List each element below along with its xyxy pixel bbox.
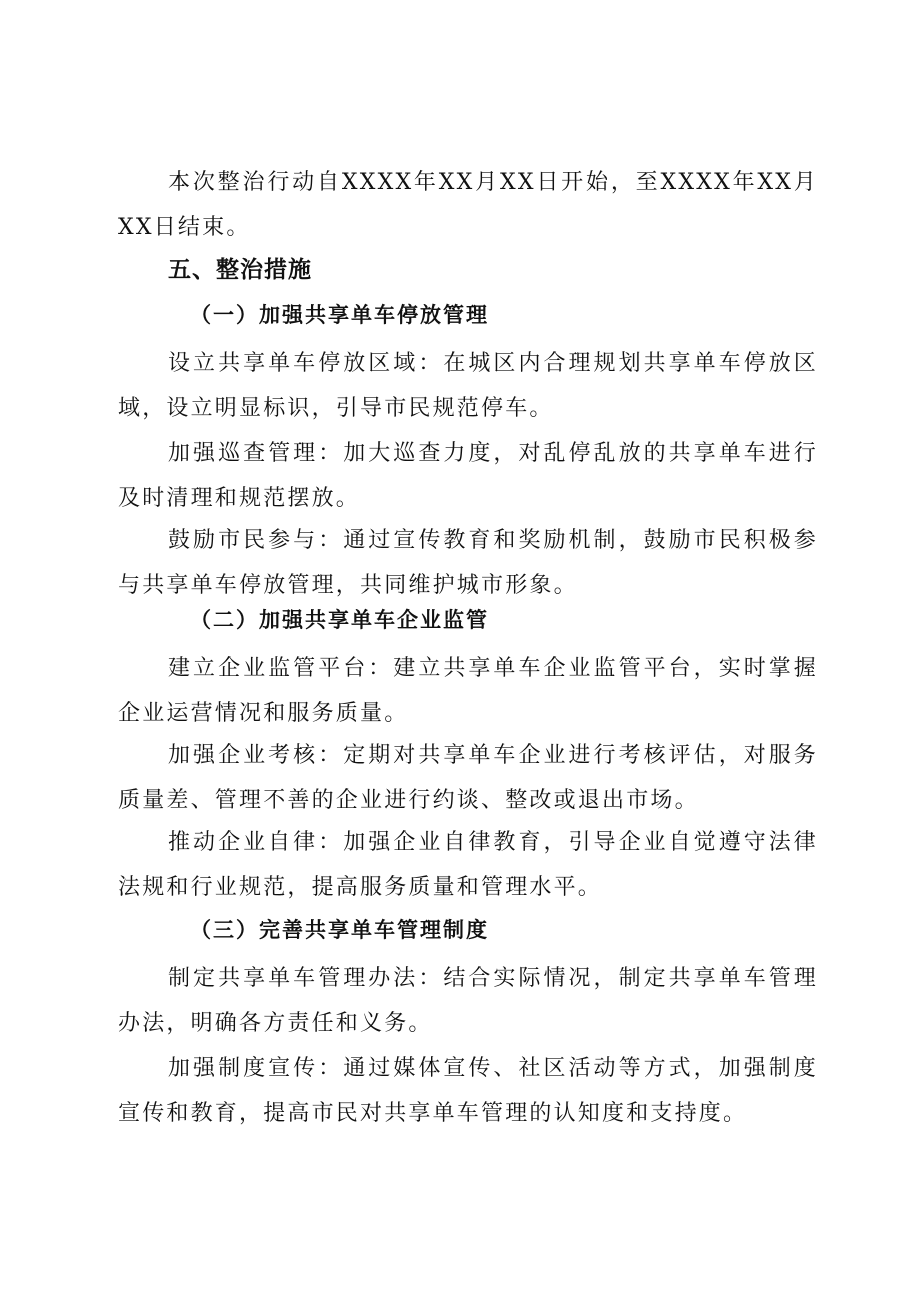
section-title: 五、整治措施 — [168, 257, 312, 283]
subsection-2-paragraph-1: 建立企业监管平台：建立共享单车企业监管平台，实时掌握企业运营情况和服务质量。 — [118, 656, 818, 726]
subsection-2-paragraph-2: 加强企业考核：定期对共享单车企业进行考核评估，对服务质量差、管理不善的企业进行约谈、整改或退出市场。 — [118, 743, 818, 813]
subsection-1-paragraph-2: 加强巡查管理：加大巡查力度，对乱停乱放的共享单车进行及时清理和规范摆放。 — [118, 441, 818, 511]
subsection-2-heading: （二）加强共享单车企业监管 — [190, 608, 489, 632]
subsection-1-paragraph-1: 设立共享单车停放区域：在城区内合理规划共享单车停放区域，设立明显标识，引导市民规范停车。 — [118, 351, 818, 421]
intro-paragraph: 本次整治行动自XXXX年XX月XX日开始，至XXXX年XX月XX日结束。 — [118, 170, 818, 240]
subsection-2-paragraph-3: 推动企业自律：加强企业自律教育，引导企业自觉遵守法律法规和行业规范，提高服务质量和管理水平。 — [118, 830, 818, 900]
subsection-1-heading: （一）加强共享单车停放管理 — [190, 303, 489, 327]
subsection-3-paragraph-2: 加强制度宣传：通过媒体宣传、社区活动等方式，加强制度宣传和教育，提高市民对共享单车管理的认知度和支持度。 — [118, 1056, 818, 1126]
subsection-1-paragraph-3: 鼓励市民参与：通过宣传教育和奖励机制，鼓励市民积极参与共享单车停放管理，共同维护城市形象。 — [118, 528, 818, 598]
subsection-3-paragraph-1: 制定共享单车管理办法：结合实际情况，制定共享单车管理办法，明确各方责任和义务。 — [118, 966, 818, 1036]
subsection-3-heading: （三）完善共享单车管理制度 — [190, 918, 489, 942]
